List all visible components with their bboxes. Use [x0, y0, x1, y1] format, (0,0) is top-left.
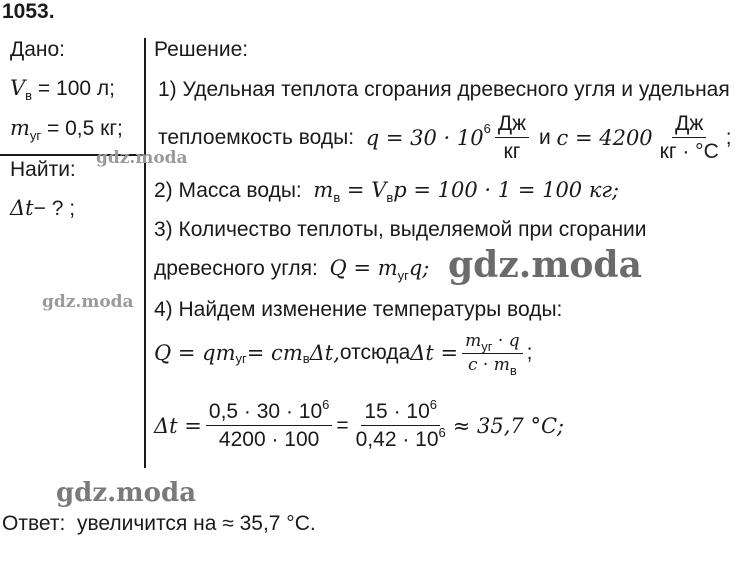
problem-number: 1053.: [2, 0, 55, 23]
step1-line1: 1) Удельная теплота сгорания древесного угля и удельная: [158, 78, 730, 101]
find-value: Δt− ? ;: [10, 196, 76, 220]
given-volume: $V_в = 100$ л;: [10, 76, 115, 103]
watermark: gdz.moda: [96, 148, 188, 168]
step1-line2: теплоемкость воды: q = 30 · 10 6 $\frac{Дж}{кг}$ и c = 4200 $\frac{Дж}{кг \cdot ^\circ C}$ ;: [158, 112, 732, 164]
solution-header: Решение:: [154, 38, 249, 61]
find-header: Найти:: [10, 158, 76, 181]
dt-formula-fraction: $\frac{m_{уг} \cdot q}{c \cdot m_в}$: [462, 332, 522, 374]
watermark: gdz.moda: [56, 478, 197, 508]
step2-line: 2) Масса воды: $m_в = V_вp = 100 \cdot 1 = 100$ кг;: [154, 178, 620, 205]
step3-line2: древесного угля: $Q = m_{уг}q$;: [154, 256, 430, 283]
watermark: gdz.moda: [448, 244, 642, 286]
given-mass-coal: $m_{уг} = 0,5$ кг;: [10, 116, 123, 143]
step4-formula: Q = qm уг = cm в Δt, отсюда Δt = $\frac{m_{уг} \cdot q}{c \cdot m_в}$ ;: [154, 331, 533, 378]
q-unit-fraction: $\frac{Дж}{кг}$: [495, 112, 529, 163]
given-header: Дано:: [10, 38, 66, 61]
calc-line: Δt = $\frac{0,5 \cdot 30 \cdot 10^6}{4200 \cdot 100}$ = $\frac{15 \cdot 10^6}{0,42 \cdot 10^6}$ ≈ 35,7 °C;: [154, 397, 565, 452]
c-unit-fraction: $\frac{Дж}{кг \cdot ^\circ C}$: [659, 112, 719, 164]
watermark: gdz.moda: [42, 292, 134, 312]
calc-fraction-2: $\frac{15 \cdot 10^6}{0,42 \cdot 10^6}$: [355, 397, 446, 452]
step3-line1: 3) Количество теплоты, выделяемой при сгорании: [154, 218, 647, 241]
answer-line: Ответ: увеличится на ≈ 35,7 °C.: [2, 512, 316, 535]
vertical-divider: [144, 38, 146, 468]
step4-line1: 4) Найдем изменение температуры воды:: [154, 298, 563, 321]
calc-fraction-1: $\frac{0,5 \cdot 30 \cdot 10^6}{4200 \cdot 100}$: [206, 400, 332, 451]
